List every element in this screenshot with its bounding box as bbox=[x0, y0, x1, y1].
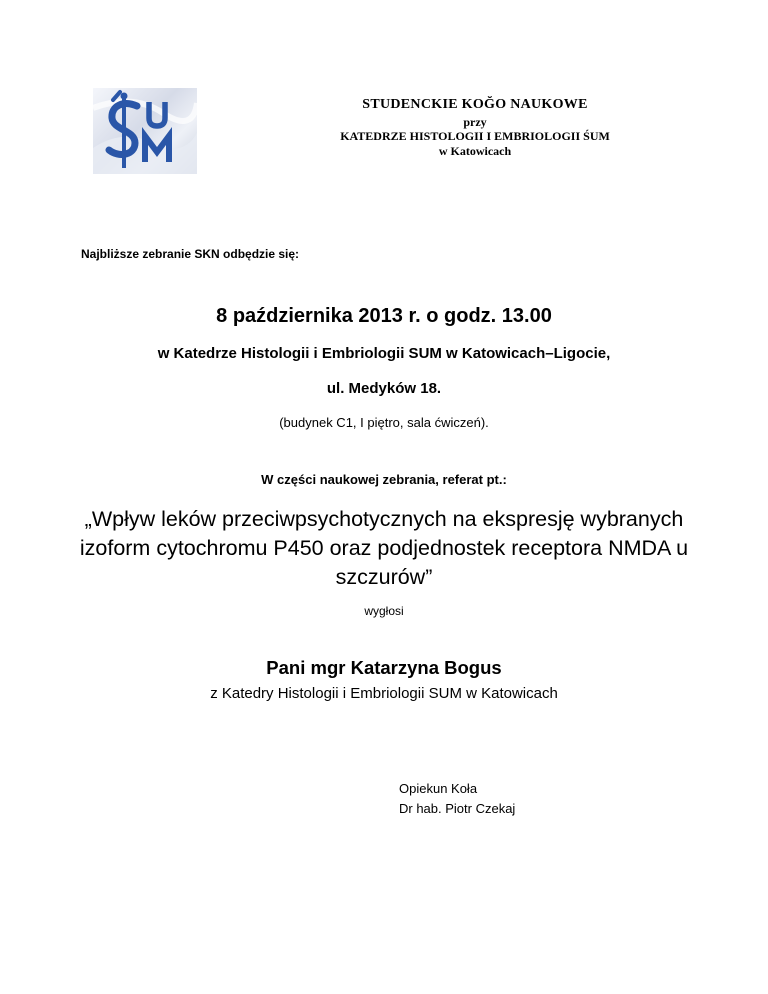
meeting-building: (budynek C1, I piętro, sala ćwiczeń). bbox=[279, 415, 489, 430]
lecture-title: „Wpływ leków przeciwpsychotycznych na ekspresję wybranych izoform cytochromu P450 oraz podjednostek receptora NMDA u szczurów” bbox=[79, 507, 689, 589]
meeting-intro: Najbliższe zebranie SKN odbędzie się: bbox=[81, 247, 300, 261]
supervisor-name: Dr hab. Piotr Czekaj bbox=[399, 801, 516, 816]
supervisor-block bbox=[399, 779, 515, 819]
meeting-venue: w Katedrze Histologii i Embriologii SUM w Katowicach–Ligocie, bbox=[157, 345, 611, 362]
org-title: STUDENCKIE KOĞO NAUKOWE bbox=[362, 97, 588, 112]
organization-header bbox=[280, 96, 670, 158]
org-przy: przy bbox=[463, 115, 487, 129]
speaker-affiliation: z Katedry Histologii i Embriologii SUM w Katowicach bbox=[210, 685, 558, 702]
meeting-date: 8 października 2013 r. o godz. 13.00 bbox=[216, 305, 552, 327]
sum-logo bbox=[93, 88, 197, 174]
speaker-name: Pani mgr Katarzyna Bogus bbox=[266, 657, 502, 678]
lecture-intro: W części naukowej zebrania, referat pt.: bbox=[261, 472, 507, 487]
org-city: w Katowicach bbox=[438, 144, 512, 158]
supervisor-role: Opiekun Koła bbox=[399, 781, 478, 796]
sum-logo-icon bbox=[93, 88, 197, 174]
meeting-street: ul. Medyków 18. bbox=[326, 380, 442, 397]
org-department: KATEDRZE HISTOLOGII I EMBRIOLOGII ŚUM bbox=[340, 129, 610, 143]
lecture-presents: wygłosi bbox=[364, 604, 404, 618]
